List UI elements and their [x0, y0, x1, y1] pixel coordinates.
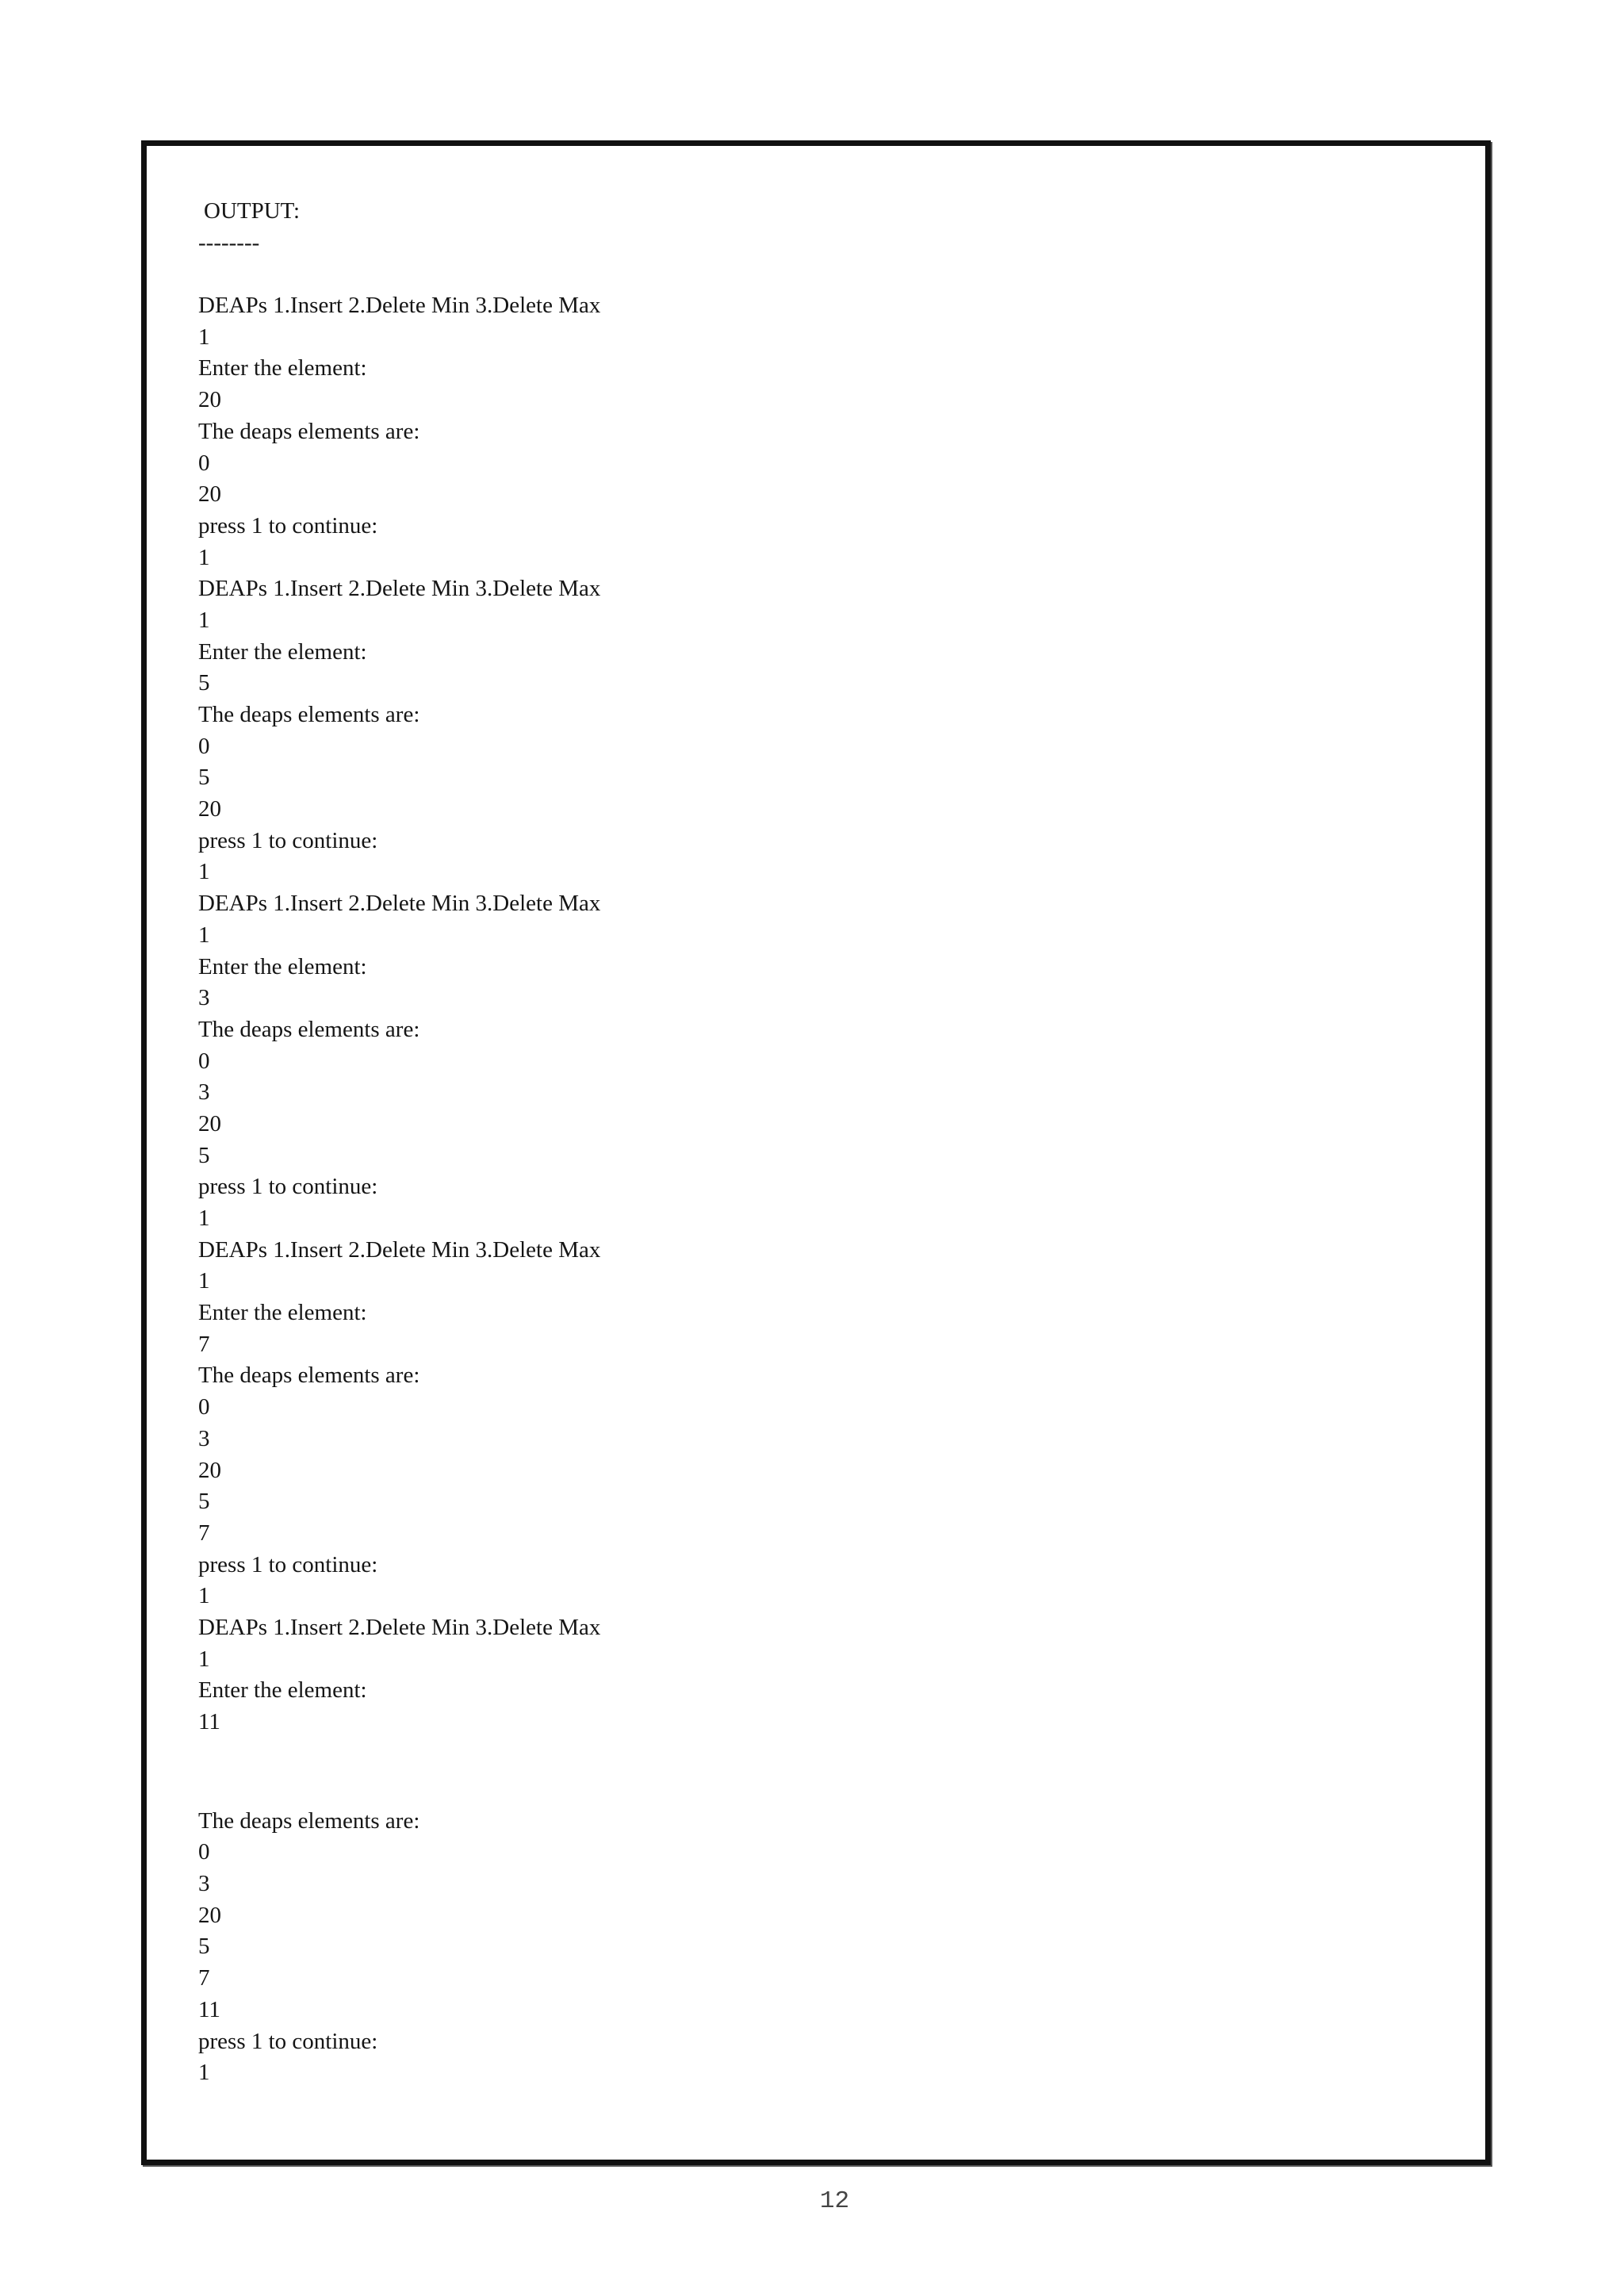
output-line: 1 [198, 1583, 210, 1609]
heading-rule: -------- [198, 229, 260, 255]
output-line: press 1 to continue: [198, 827, 378, 853]
output-line: 3 [198, 985, 210, 1011]
output-lines-part2 [198, 1806, 1308, 2089]
output-line: 0 [198, 450, 210, 476]
output-line: DEAPs 1.Insert 2.Delete Min 3.Delete Max [198, 1614, 601, 1640]
output-line: 1 [198, 607, 210, 633]
output-line: 1 [198, 922, 210, 948]
output-line: 5 [198, 1489, 210, 1515]
output-line: DEAPs 1.Insert 2.Delete Min 3.Delete Max [198, 576, 601, 602]
output-line: 20 [198, 796, 221, 822]
output-line: 7 [198, 1331, 210, 1357]
program-output [198, 196, 1308, 2089]
output-line: 0 [198, 1839, 210, 1865]
output-line: 20 [198, 481, 221, 508]
output-heading: OUTPUT: [204, 198, 300, 224]
output-line: 1 [198, 1205, 210, 1231]
output-line: 20 [198, 387, 221, 413]
output-line: 0 [198, 1048, 210, 1074]
output-line: press 1 to continue: [198, 1551, 378, 1577]
output-line: press 1 to continue: [198, 1174, 378, 1200]
output-line: 7 [198, 1965, 210, 1991]
output-line: 5 [198, 670, 210, 696]
output-line: DEAPs 1.Insert 2.Delete Min 3.Delete Max [198, 891, 601, 917]
output-line: Enter the element: [198, 1677, 367, 1704]
output-line: The deaps elements are: [198, 1016, 420, 1042]
output-line: DEAPs 1.Insert 2.Delete Min 3.Delete Max [198, 1236, 601, 1263]
output-line: 1 [198, 1268, 210, 1294]
output-line: 5 [198, 765, 210, 791]
output-line: 20 [198, 1902, 221, 1928]
blank-line [198, 259, 1308, 290]
output-line: 1 [198, 859, 210, 885]
output-line: 5 [198, 1142, 210, 1168]
output-line: 0 [198, 733, 210, 759]
output-line: The deaps elements are: [198, 702, 420, 727]
output-line: press 1 to continue: [198, 512, 378, 539]
output-line: DEAPs 1.Insert 2.Delete Min 3.Delete Max [198, 293, 601, 319]
output-line: 20 [198, 1110, 221, 1137]
output-line: 1 [198, 324, 210, 350]
output-line: 20 [198, 1457, 221, 1483]
output-line: 3 [198, 1871, 210, 1897]
output-line: The deaps elements are: [198, 418, 420, 444]
output-line: 1 [198, 544, 210, 570]
output-line: Enter the element: [198, 953, 367, 979]
output-line: 0 [198, 1394, 210, 1420]
output-line: The deaps elements are: [198, 1363, 420, 1389]
output-line: 11 [198, 1709, 220, 1734]
output-line: The deaps elements are: [198, 1807, 420, 1834]
output-line: Enter the element: [198, 1300, 367, 1326]
output-line: press 1 to continue: [198, 2028, 378, 2054]
output-line: Enter the element: [198, 638, 367, 665]
blank-gap [198, 1738, 1308, 1806]
output-line: 1 [198, 2060, 210, 2086]
output-line: 1 [198, 1646, 210, 1672]
output-line: 11 [198, 1996, 220, 2022]
output-line: 5 [198, 1934, 210, 1960]
output-line: 7 [198, 1520, 210, 1546]
output-line: Enter the element: [198, 355, 367, 381]
output-line: 3 [198, 1079, 210, 1106]
page-number: 12 [819, 2187, 850, 2215]
output-line: 3 [198, 1425, 210, 1451]
output-lines-part1 [198, 290, 1308, 1738]
